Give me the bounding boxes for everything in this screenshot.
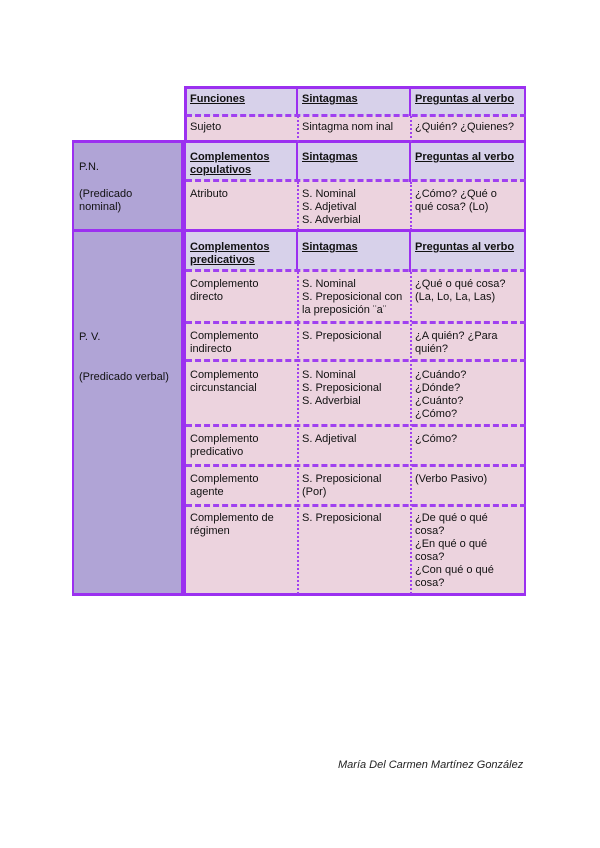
pv-label: P. V. — [79, 331, 101, 343]
cell-cr-preguntas: ¿De qué o qué cosa? ¿En qué o qué cosa? ¿Con qué o qué cosa? — [415, 512, 494, 589]
row-separator — [186, 114, 526, 117]
pn-label: P.N. — [79, 161, 99, 173]
frame-line — [72, 140, 526, 143]
cell-cd-sintagmas: S. Nominal S. Preposicional con la preposición ¨a¨ — [302, 278, 403, 316]
cell-ci-preguntas: ¿A quién? ¿Para quién? — [415, 330, 498, 355]
header-sintagmas: Sintagmas — [302, 93, 358, 105]
header-funciones: Funciones — [190, 93, 246, 105]
row-separator — [186, 359, 526, 362]
row-separator — [186, 424, 526, 427]
cell-cp-sintagmas: S. Adjetival — [302, 433, 357, 445]
cell-complemento-regimen: Complemento de régimen — [190, 512, 274, 537]
cell-sujeto: Sujeto — [190, 121, 222, 133]
cell-cp-preguntas: ¿Cómo? — [415, 433, 458, 445]
header-preguntas: Preguntas al verbo — [415, 151, 515, 163]
frame-line — [524, 86, 526, 595]
cell-complemento-agente: Complemento agente — [190, 473, 259, 498]
cell-ca-preguntas: (Verbo Pasivo) — [415, 473, 488, 485]
cell-cr-sintagmas: S. Preposicional — [302, 512, 382, 524]
cell-atributo-preguntas: ¿Cómo? ¿Qué o qué cosa? (Lo) — [415, 188, 497, 213]
cell-cd-preguntas: ¿Qué o qué cosa? (La, Lo, La, Las) — [415, 278, 506, 303]
row-separator — [186, 504, 526, 507]
cell-ca-sintagmas: S. Preposicional (Por) — [302, 473, 382, 498]
pv-sublabel: (Predicado verbal) — [79, 371, 169, 383]
cell-sujeto-pregunta: ¿Quién? ¿Quienes? — [415, 121, 515, 133]
cell-ci-sintagmas: S. Preposicional — [302, 330, 382, 342]
cell-complemento-indirecto: Complemento indirecto — [190, 330, 259, 355]
cell-sujeto-sintagma: Sintagma nom inal — [302, 121, 394, 133]
header-complementos-copulativos: Complementos copulativos — [190, 151, 270, 176]
cell-cc-preguntas: ¿Cuándo? ¿Dónde? ¿Cuánto? ¿Cómo? — [415, 369, 467, 420]
cell-atributo: Atributo — [190, 188, 228, 200]
row-separator — [186, 464, 526, 467]
author-signature: María Del Carmen Martínez González — [338, 759, 524, 771]
header-sintagmas: Sintagmas — [302, 241, 358, 253]
pn-sublabel: (Predicado nominal) — [79, 188, 133, 213]
cell-atributo-sintagmas: S. Nominal S. Adjetival S. Adverbial — [302, 188, 361, 226]
row-separator — [186, 321, 526, 324]
header-preguntas: Preguntas al verbo — [415, 93, 515, 105]
header-complementos-predicativos: Complementos predicativos — [190, 241, 270, 266]
cell-cc-sintagmas: S. Nominal S. Preposicional S. Adverbial — [302, 369, 382, 407]
header-sintagmas: Sintagmas — [302, 151, 358, 163]
frame-line — [184, 86, 526, 89]
frame-line — [72, 593, 526, 596]
cell-complemento-directo: Complemento directo — [190, 278, 259, 303]
cell-complemento-circunstancial: Complemento circunstancial — [190, 369, 259, 394]
header-preguntas: Preguntas al verbo — [415, 241, 515, 253]
cell-complemento-predicativo: Complemento predicativo — [190, 433, 259, 458]
